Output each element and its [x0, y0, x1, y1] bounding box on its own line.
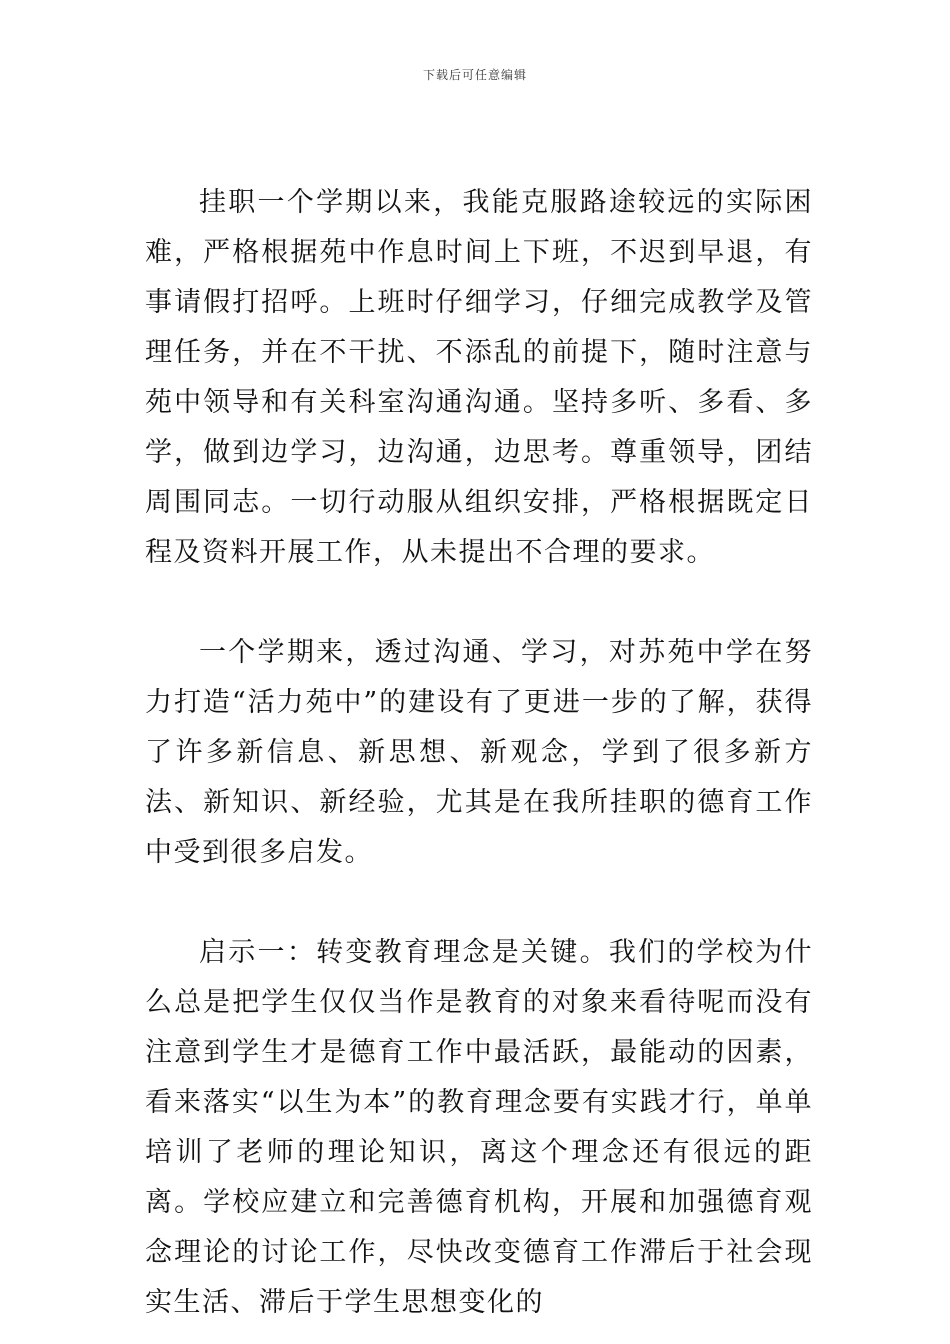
paragraph-1: 挂职一个学期以来，我能克服路途较远的实际困难，严格根据苑中作息时间上下班，不迟到早退，有事请假打招呼。上班时仔细学习，仔细完成教学及管理任务，并在不干扰、不添乱的前提下，随时注意与苑中领导和有关科室沟通沟通。坚持多听、多看、多学，做到边学习，边沟通，边思考。尊重领导，团结周围同志。一切行动服从组织安排，严格根据既定日程及资料开展工作，从未提出不合理的要求。	[145, 187, 813, 568]
page-header: 下载后可任意编辑	[422, 68, 527, 82]
paragraph-3: 启示一：转变教育理念是关键。我们的学校为什么总是把学生仅仅当作是教育的对象来看待呢而没有注意到学生才是德育工作中最活跃，最能动的因素，看来落实“以生为本”的教育理念要有实践才行，单单培训了老师的理论知识，离这个理念还有很远的距离。学校应建立和完善德育机构，开展和加强德育观念理论的讨论工作，尽快改变德育工作滞后于社会现实生活、滞后于学生思想变化的	[145, 937, 813, 1318]
paragraph-2: 一个学期来，透过沟通、学习，对苏苑中学在努力打造“活力苑中”的建设有了更进一步的了解，获得了许多新信息、新思想、新观念，学到了很多新方法、新知识、新经验，尤其是在我所挂职的德育工作中受到很多启发。	[145, 637, 813, 868]
document-body	[145, 178, 813, 1328]
